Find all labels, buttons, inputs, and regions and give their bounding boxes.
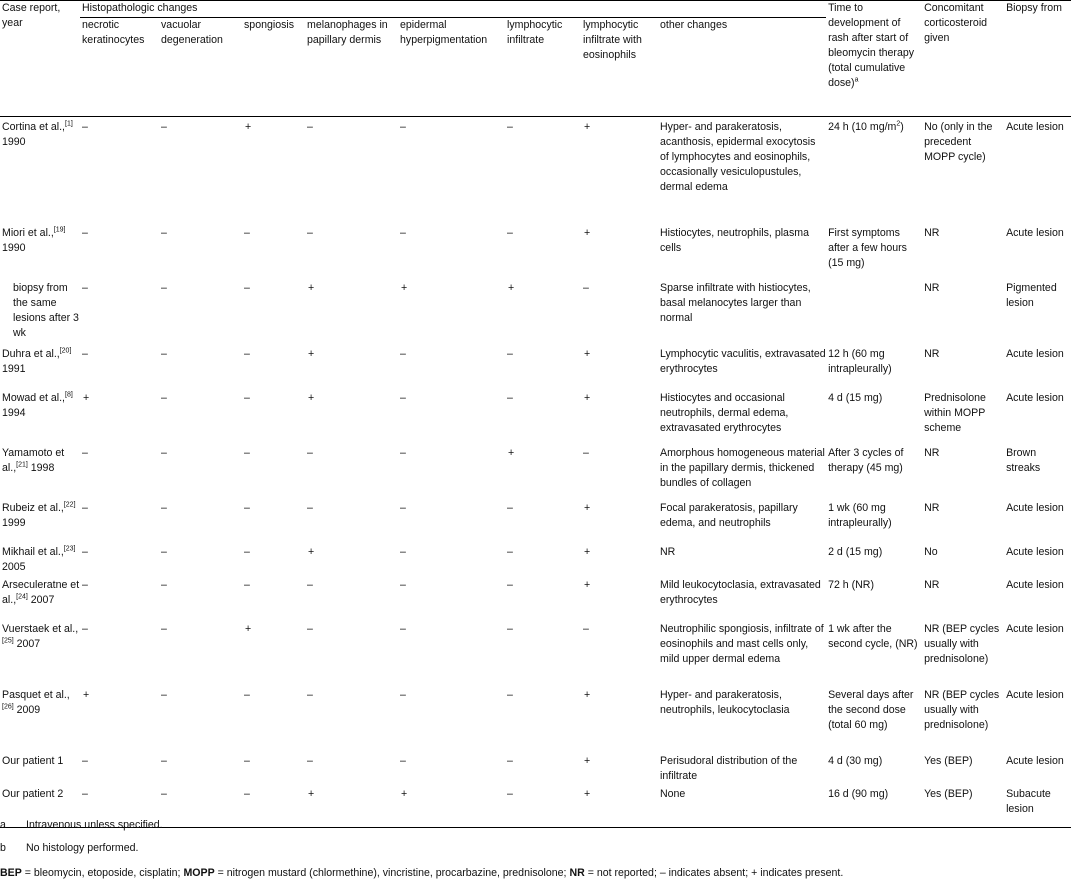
- case-year: 2007: [27, 593, 55, 606]
- finding-cell: +: [398, 784, 505, 828]
- finding-cell: –: [307, 446, 313, 459]
- finding-cell: –: [82, 446, 88, 459]
- time-text: 1 wk after the second cycle, (NR): [828, 622, 918, 650]
- finding-cell: +: [245, 622, 252, 635]
- finding-cell: –: [307, 501, 313, 514]
- finding-cell: –: [242, 784, 305, 828]
- finding-cell: +: [584, 121, 591, 133]
- finding-cell: +: [308, 391, 315, 404]
- finding-cell: +: [584, 545, 591, 558]
- table-row: [0, 278, 1071, 344]
- finding-cell: –: [583, 281, 589, 294]
- time-superscript: 2: [896, 120, 901, 128]
- abbr-nr-def: = not reported; – indicates absent; + indicates present.: [584, 867, 844, 879]
- case-cell: [0, 619, 80, 685]
- finding-cell: –: [400, 347, 406, 360]
- time-cell: [826, 117, 922, 223]
- finding-cell: –: [244, 688, 250, 701]
- time-text: 24 h (10 mg/m: [828, 121, 897, 133]
- header-time-footnote-mark: a: [854, 76, 859, 84]
- table-row: [0, 388, 1071, 443]
- time-text: First symptoms after a few hours (15 mg): [828, 226, 907, 269]
- finding-cell: +: [584, 501, 591, 514]
- case-year: 1999: [2, 516, 26, 529]
- finding-cell: –: [161, 754, 167, 767]
- finding-cell: –: [82, 501, 88, 514]
- finding-cell: +: [584, 688, 591, 701]
- case-cell: [0, 443, 80, 498]
- time-text: 12 h (60 mg intrapleurally): [828, 347, 892, 375]
- time-text: 2 d (15 mg): [828, 545, 883, 558]
- time-cell: [826, 278, 922, 344]
- finding-cell: –: [161, 226, 167, 239]
- steroid-cell: NR: [924, 578, 940, 591]
- finding-cell: +: [508, 446, 515, 459]
- other-changes-cell: NR: [660, 545, 676, 558]
- finding-cell: –: [307, 578, 313, 591]
- finding-cell: +: [305, 784, 398, 828]
- table-row: [0, 619, 1071, 685]
- finding-cell: –: [82, 545, 88, 558]
- finding-cell: –: [307, 121, 313, 133]
- finding-cell: –: [307, 688, 313, 701]
- finding-cell: –: [507, 688, 513, 701]
- time-text: Several days after the second dose (total 60 mg): [828, 688, 914, 731]
- abbr-nr: NR: [569, 867, 585, 879]
- finding-cell: –: [244, 281, 250, 294]
- case-year: 1994: [2, 406, 26, 419]
- finding-cell: –: [507, 391, 513, 404]
- finding-cell: –: [244, 545, 250, 558]
- finding-cell: +: [401, 281, 408, 294]
- time-text: 72 h (NR): [828, 578, 874, 591]
- finding-cell: +: [508, 281, 515, 294]
- finding-cell: –: [82, 754, 88, 767]
- case-reference: [1]: [65, 120, 73, 128]
- table-row: [0, 575, 1071, 619]
- abbr-mopp-def: = nitrogen mustard (chlormethine), vincristine, procarbazine, prednisolone;: [214, 867, 570, 879]
- case-name: Vuerstaek et al.,: [2, 622, 79, 635]
- case-cell: [0, 223, 80, 278]
- abbreviations-line: [0, 864, 1071, 882]
- case-year: 2007: [13, 637, 41, 650]
- case-reference: [23]: [63, 544, 76, 552]
- biopsy-cell: Acute lesion: [1006, 391, 1064, 404]
- header-histo-col: epidermal hyperpigmentation: [398, 18, 505, 117]
- finding-cell: –: [161, 391, 167, 404]
- finding-cell: –: [82, 226, 88, 239]
- table-row: [0, 685, 1071, 751]
- finding-cell: +: [308, 545, 315, 558]
- time-cell: [826, 575, 922, 619]
- table-row: [0, 223, 1071, 278]
- time-cell: [826, 619, 922, 685]
- steroid-cell: NR: [924, 281, 940, 294]
- finding-cell: –: [507, 622, 513, 635]
- finding-cell: –: [400, 446, 406, 459]
- finding-cell: +: [584, 226, 591, 239]
- other-changes-cell: None: [658, 784, 826, 828]
- case-name: Pasquet et al.,: [2, 688, 70, 701]
- finding-cell: –: [244, 347, 250, 360]
- other-changes-cell: Histiocytes and occasional neutrophils, dermal edema, extravasated erythrocytes: [660, 391, 789, 434]
- other-changes-cell: Histiocytes, neutrophils, plasma cells: [660, 226, 809, 254]
- case-reference: [19]: [53, 225, 66, 233]
- finding-cell: –: [507, 347, 513, 360]
- table-row: [0, 344, 1071, 388]
- time-cell: [826, 542, 922, 575]
- biopsy-cell: Acute lesion: [1006, 545, 1064, 558]
- time-cell: [826, 685, 922, 751]
- finding-cell: –: [507, 578, 513, 591]
- finding-cell: –: [507, 501, 513, 514]
- case-name: Miori et al.,: [2, 226, 54, 239]
- header-histo-col: necrotic keratinocytes: [80, 18, 159, 117]
- finding-cell: –: [507, 121, 513, 133]
- finding-cell: –: [307, 226, 313, 239]
- footnote-a: [0, 818, 1071, 841]
- case-name: Our patient 2: [2, 787, 64, 800]
- table-row: [0, 751, 1071, 784]
- biopsy-cell: Acute lesion: [1006, 622, 1064, 635]
- case-cell: [0, 542, 80, 575]
- table-row: [0, 117, 1071, 223]
- case-cell: [0, 498, 80, 542]
- case-cell: [0, 117, 80, 223]
- table-row: [0, 542, 1071, 575]
- time-cell: [826, 223, 922, 278]
- other-changes-cell: Lymphocytic vaculitis, extravasated erythrocytes: [660, 347, 826, 375]
- abbr-bep: BEP: [0, 867, 22, 879]
- steroid-cell: NR (BEP cycles usually with prednisolone): [924, 622, 1000, 665]
- steroid-cell: No (only in the precedent MOPP cycle): [924, 121, 993, 163]
- biopsy-cell: Acute lesion: [1006, 121, 1064, 133]
- finding-cell: –: [82, 622, 88, 635]
- case-name: Our patient 1: [2, 754, 64, 767]
- finding-cell: –: [244, 501, 250, 514]
- case-cell: [0, 278, 80, 344]
- finding-cell: –: [400, 688, 406, 701]
- other-changes-cell: Mild leukocytoclasia, extravasated erythrocytes: [660, 578, 821, 606]
- other-changes-cell: Hyper- and parakeratosis, neutrophils, leukocytoclasia: [660, 688, 790, 716]
- case-name: biopsy from the same lesions after 3 wk: [13, 281, 79, 339]
- footnote-text: Intravenous unless specified.: [26, 819, 163, 831]
- case-year: 1990: [2, 136, 26, 148]
- finding-cell: –: [244, 578, 250, 591]
- finding-cell: +: [584, 391, 591, 404]
- table-body: [0, 117, 1071, 828]
- footnote-key: a: [0, 819, 6, 831]
- time-text: 1 wk (60 mg intrapleurally): [828, 501, 892, 529]
- case-name: Mikhail et al.,: [2, 545, 64, 558]
- steroid-cell: No: [924, 545, 938, 558]
- biopsy-cell: Subacute lesion: [1004, 784, 1071, 828]
- finding-cell: –: [82, 347, 88, 360]
- footnote-text: No histology performed.: [26, 842, 139, 854]
- finding-cell: +: [308, 281, 315, 294]
- time-text: 4 d (15 mg): [828, 391, 883, 404]
- finding-cell: –: [507, 754, 513, 767]
- finding-cell: –: [400, 545, 406, 558]
- finding-cell: +: [584, 754, 591, 767]
- finding-cell: –: [161, 446, 167, 459]
- case-reference: [8]: [65, 390, 73, 398]
- steroid-cell: Prednisolone within MOPP scheme: [924, 391, 986, 434]
- other-changes-cell: Neutrophilic spongiosis, infiltrate of eosinophils and mast cells only, mild upper dermal edema: [660, 622, 824, 665]
- header-biopsy-from: Biopsy from: [1004, 1, 1071, 117]
- case-name: Cortina et al.,: [2, 121, 66, 133]
- steroid-cell: NR: [924, 501, 940, 514]
- case-cell: [0, 344, 80, 388]
- finding-cell: –: [400, 578, 406, 591]
- biopsy-cell: Acute lesion: [1006, 754, 1064, 767]
- header-histopathologic-changes: Histopathologic changes: [80, 1, 826, 18]
- finding-cell: –: [161, 281, 167, 294]
- case-name: Duhra et al.,: [2, 347, 60, 360]
- steroid-cell: NR: [924, 347, 940, 360]
- steroid-cell: NR: [924, 226, 940, 239]
- time-cell: [826, 388, 922, 443]
- finding-cell: –: [244, 391, 250, 404]
- table-footnotes: [0, 818, 1071, 882]
- other-changes-cell: Hyper- and parakeratosis, acanthosis, epidermal exocytosis of lymphocytes and eosinophils, occasionally vesiculopustules, dermal edema: [660, 121, 816, 193]
- time-text: 16 d (90 mg): [828, 787, 889, 800]
- time-cell: [826, 498, 922, 542]
- finding-cell: –: [307, 754, 313, 767]
- case-name: Rubeiz et al.,: [2, 501, 64, 514]
- case-cell: [0, 751, 80, 784]
- header-case-report: Case report, year: [0, 1, 80, 117]
- finding-cell: –: [244, 446, 250, 459]
- header-histo-col: spongiosis: [242, 18, 305, 117]
- case-name: Mowad et al.,: [2, 391, 66, 404]
- header-row-1: [0, 1, 1071, 18]
- time-cell: [826, 344, 922, 388]
- header-histo-col: other changes: [658, 18, 826, 117]
- case-reference: [22]: [63, 500, 76, 508]
- time-cell: [826, 443, 922, 498]
- finding-cell: –: [161, 121, 167, 133]
- finding-cell: +: [83, 391, 90, 404]
- time-text: After 3 cycles of therapy (45 mg): [828, 446, 904, 474]
- finding-cell: +: [308, 347, 315, 360]
- case-year: 2005: [2, 560, 26, 573]
- time-cell: [826, 751, 922, 784]
- finding-cell: –: [505, 784, 581, 828]
- finding-cell: –: [82, 121, 88, 133]
- finding-cell: +: [584, 578, 591, 591]
- header-time-text: Time to development of rash after start of bleomycin therapy (total cumulative dose): [828, 2, 915, 89]
- case-reference: [25]: [2, 636, 14, 644]
- other-changes-cell: Perisudoral distribution of the infiltrate: [660, 754, 798, 782]
- steroid-cell: Yes (BEP): [924, 754, 973, 767]
- finding-cell: –: [583, 622, 589, 635]
- table-row: [0, 443, 1071, 498]
- finding-cell: –: [161, 501, 167, 514]
- finding-cell: –: [507, 226, 513, 239]
- header-histo-col: lymphocytic infiltrate with eosinophils: [581, 18, 658, 117]
- finding-cell: –: [507, 545, 513, 558]
- finding-cell: –: [583, 446, 589, 459]
- case-name: Yamamoto et al.,: [2, 446, 65, 474]
- case-reference: [26]: [2, 702, 14, 710]
- case-reference: [20]: [59, 346, 72, 354]
- case-cell: [0, 685, 80, 751]
- case-year: 1998: [27, 461, 55, 474]
- case-name: Arseculeratne et al.,: [2, 578, 80, 606]
- table-row: [0, 498, 1071, 542]
- finding-cell: –: [400, 754, 406, 767]
- case-year: 1990: [2, 241, 26, 254]
- finding-cell: –: [82, 578, 88, 591]
- case-cell: [0, 388, 80, 443]
- finding-cell: +: [581, 784, 658, 828]
- footnote-b: [0, 841, 1071, 864]
- time-text: 4 d (30 mg): [828, 754, 883, 767]
- biopsy-cell: Brown streaks: [1006, 446, 1041, 474]
- case-year: 2009: [13, 703, 41, 716]
- finding-cell: –: [161, 347, 167, 360]
- case-year: 1991: [2, 362, 26, 375]
- biopsy-cell: Pigmented lesion: [1006, 281, 1057, 309]
- abbr-bep-def: = bleomycin, etoposide, cisplatin;: [21, 867, 184, 879]
- biopsy-cell: Acute lesion: [1006, 688, 1064, 701]
- finding-cell: +: [83, 688, 90, 701]
- biopsy-cell: Acute lesion: [1006, 226, 1064, 239]
- biopsy-cell: Acute lesion: [1006, 578, 1064, 591]
- finding-cell: –: [400, 121, 406, 133]
- steroid-cell: NR (BEP cycles usually with prednisolone): [924, 688, 1000, 731]
- case-reference: [21]: [16, 460, 28, 468]
- header-histo-col: melanophages in papillary dermis: [305, 18, 398, 117]
- finding-cell: +: [584, 347, 591, 360]
- header-corticosteroid: Concomitant corticosteroid given: [922, 1, 1004, 117]
- steroid-cell: Yes (BEP): [922, 784, 1004, 828]
- finding-cell: –: [400, 391, 406, 404]
- finding-cell: –: [400, 622, 406, 635]
- case-cell: [0, 575, 80, 619]
- finding-cell: –: [159, 784, 242, 828]
- other-changes-cell: Sparse infiltrate with histiocytes, basal melanocytes larger than normal: [660, 281, 811, 324]
- other-changes-cell: Amorphous homogeneous material in the papillary dermis, thickened bundles of collagen: [660, 446, 825, 489]
- steroid-cell: NR: [924, 446, 940, 459]
- finding-cell: –: [82, 281, 88, 294]
- header-time-to-rash: [826, 1, 922, 117]
- footnote-key: b: [0, 842, 6, 854]
- finding-cell: +: [245, 121, 252, 133]
- header-histo-col: vacuolar degeneration: [159, 18, 242, 117]
- finding-cell: –: [307, 622, 313, 635]
- other-changes-cell: Focal parakeratosis, papillary edema, and neutrophils: [660, 501, 798, 529]
- abbr-mopp: MOPP: [183, 867, 215, 879]
- time-suffix: ): [900, 121, 904, 133]
- finding-cell: –: [80, 784, 159, 828]
- finding-cell: –: [161, 622, 167, 635]
- biopsy-cell: Acute lesion: [1006, 501, 1064, 514]
- header-histo-col: lymphocytic infiltrate: [505, 18, 581, 117]
- finding-cell: –: [161, 578, 167, 591]
- finding-cell: –: [400, 501, 406, 514]
- finding-cell: –: [244, 754, 250, 767]
- finding-cell: –: [161, 545, 167, 558]
- finding-cell: –: [400, 226, 406, 239]
- case-reference: [24]: [16, 592, 28, 600]
- finding-cell: –: [161, 688, 167, 701]
- biopsy-cell: Acute lesion: [1006, 347, 1064, 360]
- finding-cell: –: [244, 226, 250, 239]
